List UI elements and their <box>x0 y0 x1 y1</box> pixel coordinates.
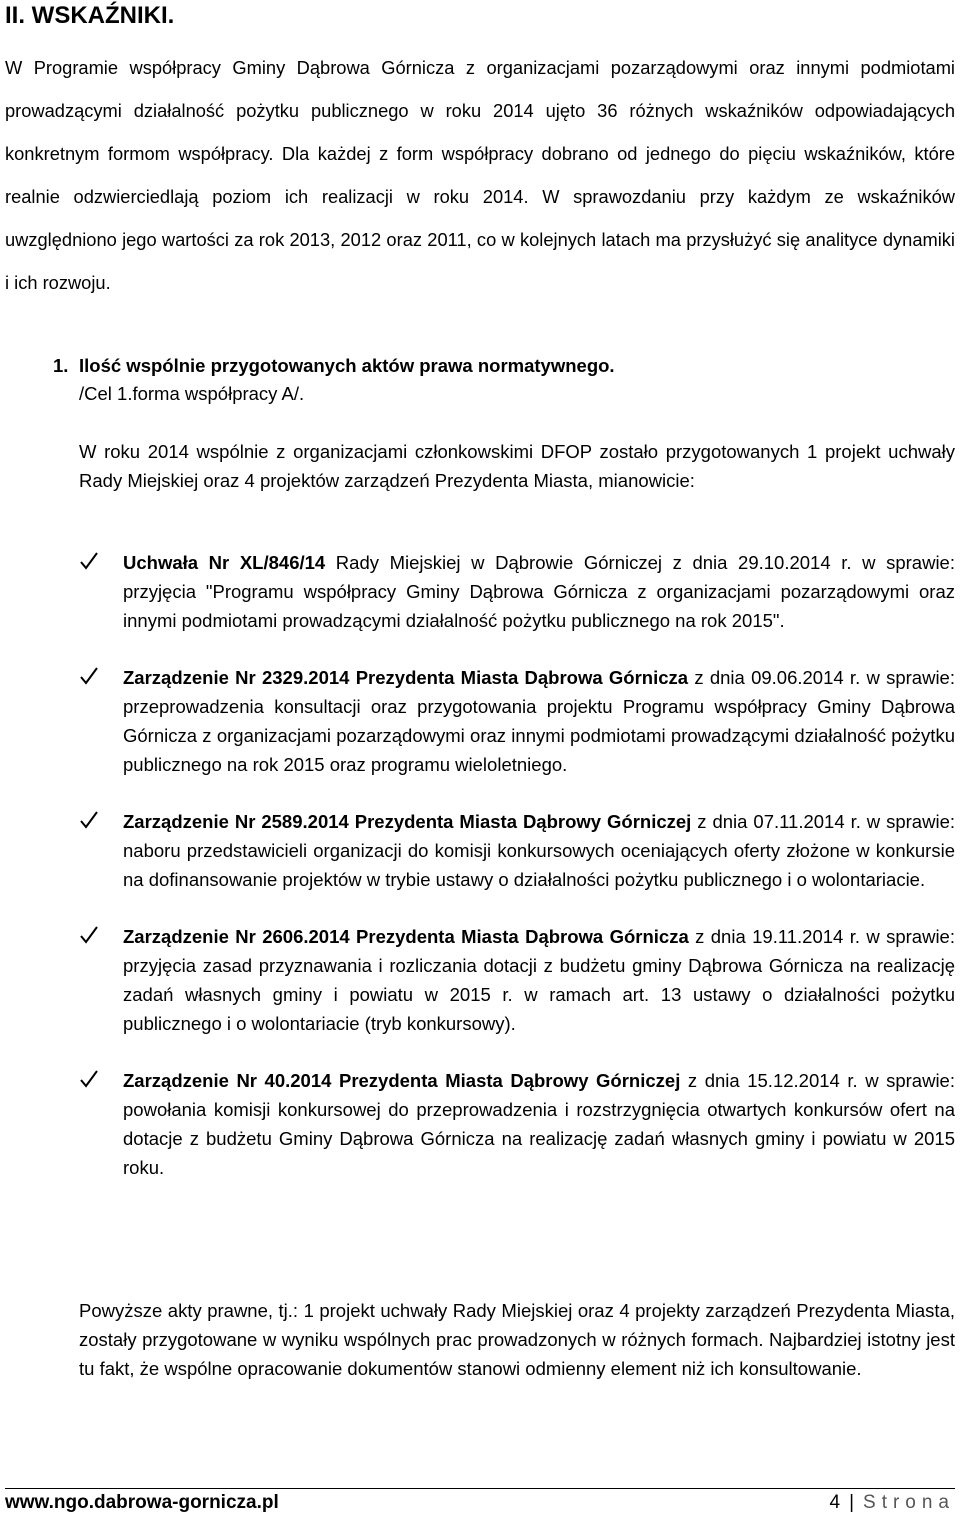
page-footer <box>5 1492 955 1514</box>
check-icon <box>79 550 99 572</box>
check-icon <box>79 809 99 831</box>
act-title: Zarządzenie Nr 2589.2014 Prezydenta Miasta Dąbrowy Górniczej <box>123 811 692 832</box>
page-word: Strona <box>863 1492 955 1513</box>
act-title: Zarządzenie Nr 2606.2014 Prezydenta Miasta Dąbrowa Górnicza <box>123 926 689 947</box>
closing-paragraph: Powyższe akty prawne, tj.: 1 projekt uchwały Rady Miejskiej oraz 4 projekty zarządzeń Prezydenta Miasta, zostały przygotowane w wyniku wspólnych prac prowadzonych w różnych formach. Najbardziej istotny jest tu fakt, że wspólne opracowanie dokumentów stanowi odmienny element niż ich konsultowanie. <box>79 1300 955 1379</box>
check-icon <box>79 1068 99 1090</box>
list-item <box>79 548 955 635</box>
footer-divider <box>5 1488 955 1489</box>
indicator-title <box>53 353 615 379</box>
act-description: z dnia 07.11.2014 r. w sprawie: naboru przedstawicieli organizacji do komisji konkursowych oceniających oferty złożone w konkursie na dofinansowanie projektów w trybie ustawy o działalności pożytku publicznego i o wolontariacie. <box>123 811 955 890</box>
list-item <box>79 663 955 779</box>
check-icon <box>79 665 99 687</box>
indicator-title-text: Ilość wspólnie przygotowanych aktów prawa normatywnego. <box>79 355 615 376</box>
footer-website-link[interactable]: www.ngo.dabrowa-gornicza.pl <box>5 1492 279 1513</box>
indicator-number: 1. <box>53 355 69 376</box>
check-icon <box>79 924 99 946</box>
act-description: z dnia 15.12.2014 r. w sprawie: powołania komisji konkursowej do przeprowadzenia i rozstrzygnięcia otwartych konkursów ofert na dotacje z budżetu Gminy Dąbrowa Górnicza na realizację zadań własnych gminy i powiatu w 2015 roku. <box>123 1070 955 1178</box>
act-title: Zarządzenie Nr 40.2014 Prezydenta Miasta Dąbrowy Górniczej <box>123 1070 681 1091</box>
legal-acts-list <box>79 548 955 1182</box>
act-description: z dnia 19.11.2014 r. w sprawie: przyjęcia zasad przyznawania i rozliczania dotacji z budżetu gminy Dąbrowa Górnicza na realizację zadań własnych gminy i powiatu w 2015 r. w ramach art. 13 ustawy o działalności pożytku publicznego i o wolontariacie (tryb konkursowy). <box>123 926 955 1034</box>
list-item <box>79 807 955 894</box>
act-description: Rady Miejskiej w Dąbrowie Górniczej z dnia 29.10.2014 r. w sprawie: przyjęcia "Programu współpracy Gminy Dąbrowa Górnicza z organizacjami pozarządowymi oraz innymi podmiotami prowadzącymi działalność pożytku publicznego na rok 2015". <box>123 552 955 631</box>
act-title: Uchwała Nr XL/846/14 <box>123 552 326 573</box>
indicator-reference: /Cel 1.forma współpracy A/. <box>79 383 305 404</box>
list-item <box>79 922 955 1038</box>
act-description: z dnia 09.06.2014 r. w sprawie: przeprowadzenia konsultacji oraz przygotowania projektu Programu współpracy Gminy Dąbrowa Górnicza z organizacjami pozarządowymi oraz innymi podmiotami prowadzącymi działalność pożytku publicznego na rok 2015 oraz programu wieloletniego. <box>123 667 955 775</box>
act-title: Zarządzenie Nr 2329.2014 Prezydenta Miasta Dąbrowa Górnicza <box>123 667 689 688</box>
page-indicator <box>830 1492 956 1514</box>
section-heading: II. WSKAŹNIKI. <box>5 2 175 29</box>
intro-paragraph: W Programie współpracy Gminy Dąbrowa Górnicza z organizacjami pozarządowymi oraz innymi podmiotami prowadzącymi działalność pożytku publicznego w roku 2014 ujęto 36 różnych wskaźników odpowiadających konkretnym formom współpracy. Dla każdej z form współpracy dobrano od jednego do pięciu wskaźników, które realnie odzwierciedlają poziom ich realizacji w roku 2014. W sprawozdaniu przy każdym ze wskaźników uwzględniono jego wartości za rok 2013, 2012 oraz 2011, co w kolejnych latach ma przysłużyć się analityce dynamiki i ich rozwoju. <box>5 57 955 293</box>
list-item <box>79 1066 955 1182</box>
page-number: 4 <box>829 1492 841 1513</box>
page-separator: | <box>849 1492 855 1513</box>
lead-paragraph: W roku 2014 wspólnie z organizacjami członkowskimi DFOP zostało przygotowanych 1 projekt uchwały Rady Miejskiej oraz 4 projektów zarządzeń Prezydenta Miasta, mianowicie: <box>79 441 955 491</box>
